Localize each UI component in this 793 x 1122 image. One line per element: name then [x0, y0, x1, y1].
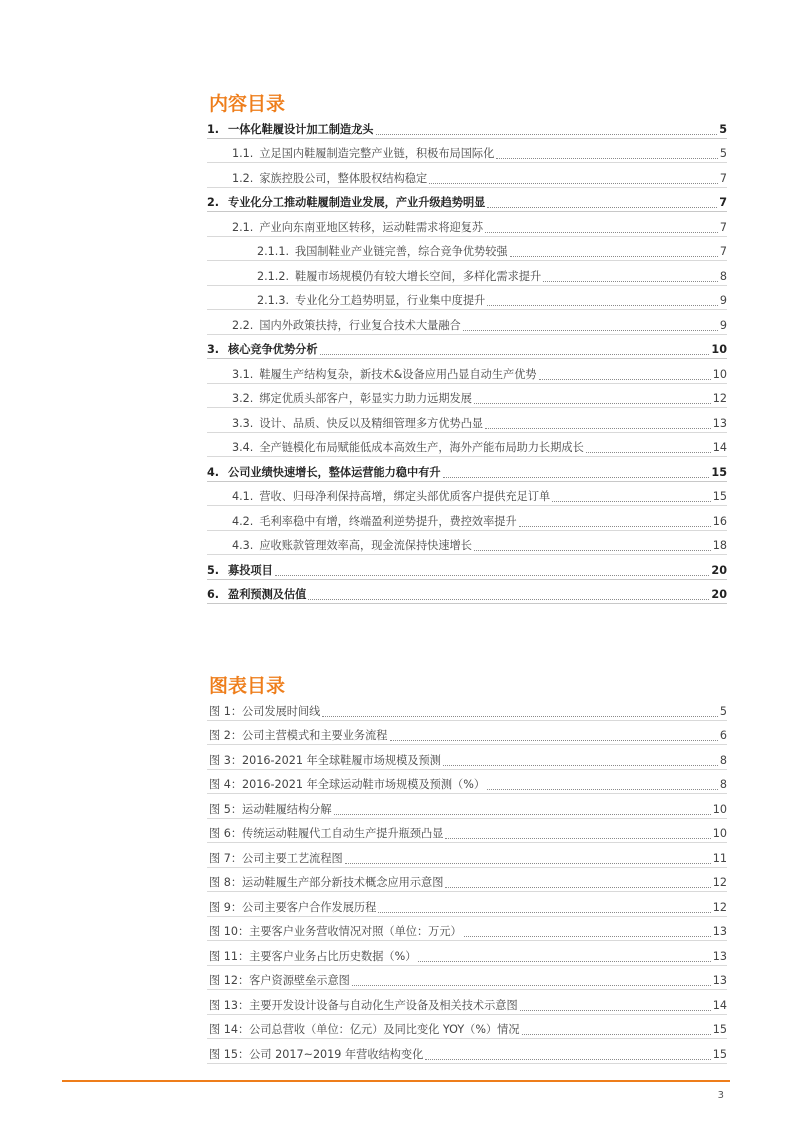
list-of-figures	[207, 696, 727, 1064]
dot-leader	[586, 452, 711, 453]
dot-leader	[345, 863, 711, 864]
entry-page-number: 10	[711, 343, 727, 356]
entry-title: 图 7：公司主要工艺流程图	[209, 851, 343, 865]
entry-title: 一体化鞋履设计加工制造龙头	[228, 122, 374, 136]
entry-page-number: 9	[719, 318, 727, 332]
entry-title: 全产链模化布局赋能低成本高效生产，海外产能布局助力长期成长	[259, 441, 584, 454]
dot-leader	[334, 814, 711, 815]
toc-entry[interactable]	[207, 163, 727, 188]
toc-entry[interactable]	[207, 114, 727, 139]
dot-leader	[519, 526, 711, 527]
dot-leader	[487, 207, 717, 208]
toc-entry[interactable]	[207, 433, 727, 458]
entry-number: 3.	[207, 343, 220, 356]
entry-page-number: 12	[712, 900, 727, 914]
entry-number: 2.1.2.	[257, 269, 290, 283]
entry-page-number: 15	[712, 490, 727, 503]
entry-title: 图 9：公司主要客户合作发展历程	[209, 900, 377, 914]
entry-title: 募投项目	[228, 563, 273, 577]
entry-page-number: 13	[712, 925, 727, 938]
entry-title: 盈利预测及估值	[228, 588, 307, 601]
figure-entry[interactable]	[207, 990, 727, 1015]
dot-leader	[464, 936, 711, 937]
figure-entry[interactable]	[207, 1015, 727, 1040]
entry-title: 绑定优质头部客户，彰显实力助力远期发展	[259, 392, 472, 405]
entry-page-number: 8	[719, 778, 727, 791]
entry-title: 图 15：公司 2017~2019 年营收结构变化	[209, 1047, 424, 1061]
entry-title: 我国制鞋业产业链完善，综合竞争优势较强	[295, 245, 508, 258]
entry-page-number: 16	[712, 514, 727, 528]
dot-leader	[443, 765, 718, 766]
figures-title: 图表目录	[209, 675, 286, 697]
entry-page-number: 14	[712, 441, 727, 454]
entry-number: 2.1.3.	[257, 294, 290, 307]
entry-page-number: 13	[712, 974, 727, 987]
entry-title: 图 11：主要客户业务占比历史数据（%）	[209, 949, 417, 963]
entry-title: 立足国内鞋履制造完整产业链，积极布局国际化	[259, 147, 495, 160]
toc-entry[interactable]	[207, 482, 727, 507]
dot-leader	[418, 961, 710, 962]
entry-page-number: 15	[711, 465, 727, 479]
figure-entry[interactable]	[207, 1039, 727, 1064]
dot-leader	[520, 1010, 711, 1011]
figure-entry[interactable]	[207, 966, 727, 991]
toc-entry[interactable]	[207, 408, 727, 433]
entry-title: 鞋履生产结构复杂，新技术&设备应用凸显自动生产优势	[259, 367, 537, 381]
entry-title: 应收账款管理效率高，现金流保持快速增长	[259, 539, 472, 552]
entry-title: 图 6：传统运动鞋履代工自动生产提升瓶颈凸显	[209, 827, 444, 840]
dot-leader	[487, 789, 718, 790]
toc-entry[interactable]	[207, 506, 727, 531]
footer-divider	[62, 1080, 730, 1082]
entry-page-number: 10	[712, 802, 727, 816]
entry-title: 图 12：客户资源壁垒示意图	[209, 974, 350, 987]
toc-entry[interactable]	[207, 359, 727, 384]
toc-entry[interactable]	[207, 212, 727, 237]
figure-entry[interactable]	[207, 794, 727, 819]
dot-leader	[320, 354, 710, 355]
entry-page-number: 12	[712, 876, 727, 889]
toc-entry[interactable]	[207, 237, 727, 262]
entry-page-number: 9	[719, 294, 727, 307]
dot-leader	[510, 256, 718, 257]
dot-leader	[445, 887, 710, 888]
entry-number: 1.	[207, 122, 220, 136]
figure-entry[interactable]	[207, 868, 727, 893]
dot-leader	[474, 550, 711, 551]
page-number: 3	[717, 1090, 724, 1101]
entry-page-number: 15	[712, 1023, 727, 1036]
entry-title: 图 10：主要客户业务营收情况对照（单位：万元）	[209, 925, 462, 938]
dot-leader	[543, 281, 718, 282]
toc-entry[interactable]	[207, 580, 727, 605]
dot-leader	[463, 330, 718, 331]
toc-entry[interactable]	[207, 384, 727, 409]
dot-leader	[429, 183, 718, 184]
entry-page-number: 5	[719, 704, 727, 718]
entry-number: 1.2.	[232, 171, 254, 185]
dot-leader	[352, 985, 711, 986]
entry-number: 4.3.	[232, 539, 254, 552]
entry-title: 家族控股公司，整体股权结构稳定	[259, 171, 428, 185]
dot-leader	[496, 158, 718, 159]
entry-title: 核心竞争优势分析	[228, 343, 318, 356]
dot-leader	[487, 305, 718, 306]
toc-entry[interactable]	[207, 286, 727, 311]
entry-page-number: 7	[719, 220, 727, 234]
entry-number: 6.	[207, 588, 220, 601]
entry-page-number: 18	[712, 539, 727, 552]
entry-number: 2.1.1.	[257, 245, 290, 258]
entry-page-number: 10	[712, 367, 727, 381]
entry-page-number: 5	[719, 147, 727, 160]
entry-title: 图 2：公司主营模式和主要业务流程	[209, 729, 388, 742]
entry-title: 国内外政策扶持，行业复合技术大量融合	[259, 318, 461, 332]
dot-leader	[485, 232, 718, 233]
entry-page-number: 7	[719, 196, 727, 209]
entry-page-number: 5	[719, 122, 727, 136]
entry-number: 3.3.	[232, 416, 254, 430]
entry-page-number: 20	[711, 563, 727, 577]
entry-page-number: 15	[712, 1047, 727, 1061]
entry-title: 产业向东南亚地区转移，运动鞋需求将迎复苏	[259, 220, 484, 234]
entry-page-number: 12	[712, 392, 727, 405]
toc-entry[interactable]	[207, 531, 727, 556]
toc-entry[interactable]	[207, 261, 727, 286]
dot-leader	[443, 477, 710, 478]
entry-title: 设计、品质、快反以及精细管理多方优势凸显	[259, 416, 484, 430]
figure-entry[interactable]	[207, 819, 727, 844]
table-of-contents	[207, 114, 727, 604]
figure-entry[interactable]	[207, 843, 727, 868]
dot-leader	[425, 1059, 710, 1060]
entry-page-number: 11	[712, 851, 727, 865]
entry-number: 3.2.	[232, 392, 254, 405]
toc-entry[interactable]	[207, 335, 727, 360]
toc-entry[interactable]	[207, 457, 727, 482]
entry-page-number: 7	[719, 171, 727, 185]
dot-leader	[376, 134, 718, 135]
entry-number: 4.2.	[232, 514, 254, 528]
entry-title: 图 5：运动鞋履结构分解	[209, 802, 332, 816]
entry-number: 3.4.	[232, 441, 254, 454]
entry-page-number: 8	[719, 753, 727, 767]
entry-number: 2.	[207, 196, 220, 209]
toc-entry[interactable]	[207, 139, 727, 164]
entry-page-number: 20	[711, 588, 727, 601]
entry-title: 鞋履市场规模仍有较大增长空间，多样化需求提升	[295, 269, 542, 283]
dot-leader	[390, 740, 718, 741]
dot-leader	[322, 716, 718, 717]
toc-entry[interactable]	[207, 310, 727, 335]
figure-entry[interactable]	[207, 770, 727, 795]
figure-entry[interactable]	[207, 745, 727, 770]
entry-title: 专业化分工推动鞋履制造业发展，产业升级趋势明显	[228, 196, 486, 209]
entry-number: 2.2.	[232, 318, 254, 332]
entry-number: 3.1.	[232, 367, 254, 381]
entry-number: 1.1.	[232, 147, 254, 160]
entry-title: 图 1：公司发展时间线	[209, 704, 321, 718]
dot-leader	[378, 912, 710, 913]
entry-page-number: 7	[719, 245, 727, 258]
dot-leader	[552, 501, 711, 502]
toc-entry[interactable]	[207, 555, 727, 580]
dot-leader	[275, 575, 710, 576]
entry-title: 图 13：主要开发设计设备与自动化生产设备及相关技术示意图	[209, 998, 518, 1012]
dot-leader	[539, 379, 711, 380]
figure-entry[interactable]	[207, 941, 727, 966]
entry-title: 图 8：运动鞋履生产部分新技术概念应用示意图	[209, 876, 444, 889]
entry-title: 毛利率稳中有增，终端盈利逆势提升，费控效率提升	[259, 514, 517, 528]
entry-page-number: 10	[712, 827, 727, 840]
dot-leader	[485, 428, 711, 429]
entry-page-number: 6	[719, 729, 727, 742]
entry-title: 图 14：公司总营收（单位：亿元）及同比变化 YOY（%）情况	[209, 1023, 520, 1036]
figure-entry[interactable]	[207, 892, 727, 917]
entry-title: 专业化分工趋势明显，行业集中度提升	[295, 294, 486, 307]
toc-title: 内容目录	[209, 93, 286, 115]
entry-number: 2.1.	[232, 220, 254, 234]
figure-entry[interactable]	[207, 696, 727, 721]
figure-entry[interactable]	[207, 917, 727, 942]
entry-page-number: 8	[719, 269, 727, 283]
entry-page-number: 13	[712, 949, 727, 963]
figure-entry[interactable]	[207, 721, 727, 746]
entry-number: 4.	[207, 465, 220, 479]
dot-leader	[474, 403, 711, 404]
dot-leader	[308, 599, 709, 600]
entry-number: 4.1.	[232, 490, 254, 503]
entry-page-number: 13	[712, 416, 727, 430]
entry-page-number: 14	[712, 998, 727, 1012]
entry-title: 图 3：2016-2021 年全球鞋履市场规模及预测	[209, 753, 441, 767]
toc-entry[interactable]	[207, 188, 727, 213]
entry-title: 图 4：2016-2021 年全球运动鞋市场规模及预测（%）	[209, 778, 486, 791]
entry-title: 营收、归母净利保持高增，绑定头部优质客户提供充足订单	[259, 490, 551, 503]
entry-title: 公司业绩快速增长，整体运营能力稳中有升	[228, 465, 441, 479]
entry-number: 5.	[207, 563, 220, 577]
dot-leader	[445, 838, 710, 839]
dot-leader	[522, 1034, 711, 1035]
